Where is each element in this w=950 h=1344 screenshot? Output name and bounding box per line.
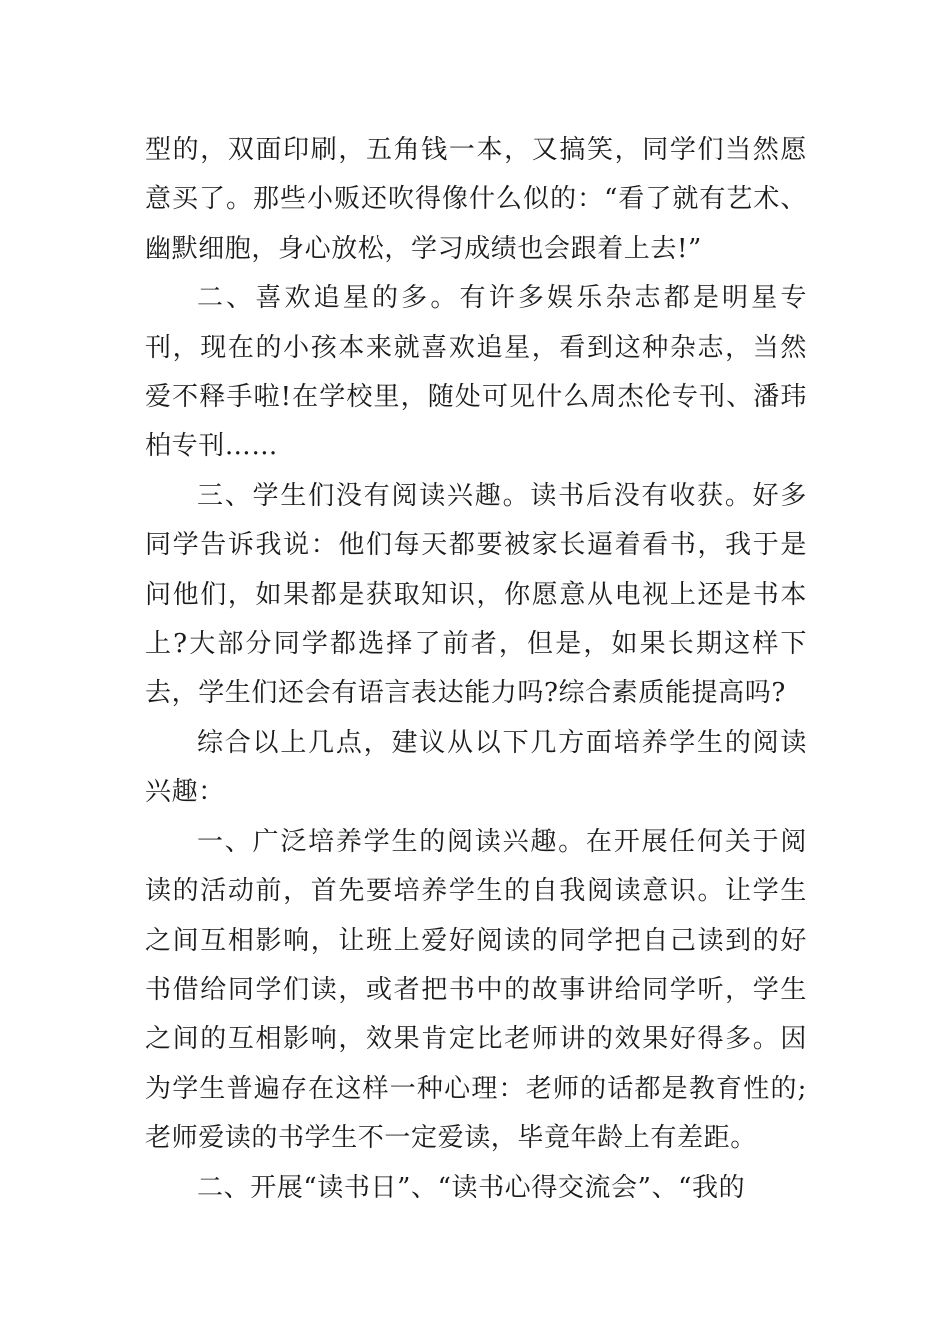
paragraph-summary: 综合以上几点，建议从以下几方面培养学生的阅读兴趣： <box>145 727 807 808</box>
paragraph-suggestion-two: 二、开展“读书日”、“读书心得交流会”、“我的 <box>197 1172 746 1203</box>
paragraph-star-chasing: 二、喜欢追星的多。有许多娱乐杂志都是明星专刊，现在的小孩本来就喜欢追星，看到这种杂志，当然爱不释手啦!在学校里，随处可见什么周杰伦专刊、潘玮柏专刊…… <box>145 283 807 462</box>
paragraph-comic-books: 型的，双面印刷，五角钱一本，又搞笑，同学们当然愿意买了。那些小贩还吹得像什么似的：“看了就有艺术、幽默细胞，身心放松，学习成绩也会跟着上去!” <box>145 135 807 264</box>
paragraph-no-reading-interest: 三、学生们没有阅读兴趣。读书后没有收获。好多同学告诉我说：他们每天都要被家长逼着看书，我于是问他们，如果都是获取知识，你愿意从电视上还是书本上?大部分同学都选择了前者，但是，如果长期这样下去，学生们还会有语言表达能力吗?综合素质能提高吗? <box>145 480 807 709</box>
paragraph-suggestion-one: 一、广泛培养学生的阅读兴趣。在开展任何关于阅读的活动前，首先要培养学生的自我阅读意识。让学生之间互相影响，让班上爱好阅读的同学把自己读到的好书借给同学们读，或者把书中的故事讲给同学听，学生之间的互相影响，效果肯定比老师讲的效果好得多。因为学生普遍存在这样一种心理：老师的话都是教育性的;老师爱读的书学生不一定爱读，毕竟年龄上有差距。 <box>145 826 807 1154</box>
document-body <box>145 126 807 1213</box>
